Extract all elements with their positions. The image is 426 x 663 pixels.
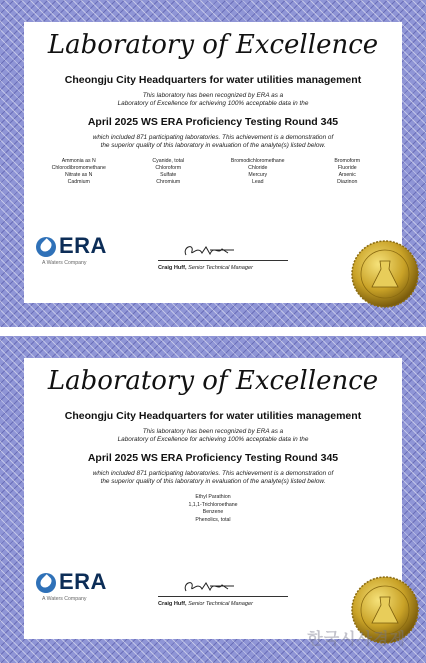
signature-line (158, 260, 288, 261)
watermark: 한국시사경제 (307, 629, 406, 648)
gold-seal-icon (350, 239, 420, 309)
analyte: Mercury (248, 172, 268, 178)
analyte: Ethyl Parathion (195, 494, 231, 500)
analyte: Chloroform (155, 165, 182, 171)
analyte: Chlorodibromomethane (51, 165, 106, 171)
signer-title: Senior Technical Manager (188, 601, 253, 607)
analyte: Lead (251, 179, 264, 185)
certificate-paper (24, 358, 402, 639)
signature-block (158, 241, 288, 271)
analyte: Arsenic (338, 172, 356, 178)
analyte: Nitrate as N (65, 172, 93, 178)
desc-line-1: which included 871 participating laboratories. This achievement is a demonstration of (92, 470, 334, 477)
description-text (24, 134, 402, 150)
signature-icon (180, 241, 240, 261)
desc-line-2: the superior quality of this laboratory in evaluation of the analyte(s) listed below. (100, 142, 326, 149)
intro-line-1: This laboratory has been recognized by ERA as a (142, 92, 284, 99)
analyte-list (24, 494, 402, 524)
desc-line-1: which included 871 participating laboratories. This achievement is a demonstration of (92, 134, 334, 141)
analyte: Cyanide, total (152, 158, 185, 164)
logo-tagline: A Waters Company (42, 596, 87, 602)
signer-name: Craig Huff, (158, 601, 187, 607)
drop-icon (36, 237, 56, 257)
certificate-title: Laboratory of Excellence (47, 30, 379, 60)
logo-text: ERA (59, 233, 107, 258)
drop-icon (36, 573, 56, 593)
signer (158, 601, 288, 607)
organization-name: Cheongju City Headquarters for water utilities management (64, 74, 362, 86)
certificate-1 (0, 0, 426, 327)
signer-title: Senior Technical Manager (188, 265, 253, 271)
analyte-grid (34, 158, 392, 185)
intro-text (24, 92, 402, 108)
signer-name: Craig Huff, (158, 265, 187, 271)
era-logo (36, 569, 126, 603)
analyte: Chloride (248, 165, 268, 171)
desc-line-2: the superior quality of this laboratory in evaluation of the analyte(s) listed below. (100, 478, 326, 485)
proficiency-round: April 2025 WS ERA Proficiency Testing Round 345 (87, 116, 339, 128)
signer (158, 265, 288, 271)
analyte: Ammonia as N (61, 158, 96, 164)
intro-line-2: Laboratory of Excellence for achieving 100% acceptable data in the (117, 436, 309, 443)
intro-line-2: Laboratory of Excellence for achieving 100% acceptable data in the (117, 100, 309, 107)
analyte: 1,1,1-Trichloroethane (188, 501, 238, 508)
analyte: Diazinon (337, 179, 358, 185)
analyte: Cadmium (67, 179, 90, 185)
analyte: Bromodichloromethane (230, 158, 285, 164)
analyte: Phenolics, total (195, 516, 231, 523)
description-text (24, 470, 402, 486)
organization-name: Cheongju City Headquarters for water utilities management (64, 410, 362, 422)
proficiency-round: April 2025 WS ERA Proficiency Testing Round 345 (87, 452, 339, 464)
analyte: Bromoform (334, 158, 361, 164)
signature-line (158, 596, 288, 597)
analyte: Sulfate (160, 172, 177, 178)
logo-tagline: A Waters Company (42, 260, 87, 266)
intro-text (24, 428, 402, 444)
era-logo (36, 233, 126, 267)
analyte: Benzene (202, 509, 224, 516)
certificate-title: Laboratory of Excellence (47, 366, 379, 396)
certificate-2 (0, 336, 426, 663)
logo-text: ERA (59, 569, 107, 594)
analyte: Fluoride (337, 165, 357, 171)
signature-icon (180, 577, 240, 597)
analyte: Chromium (156, 179, 181, 185)
certificate-paper (24, 22, 402, 303)
signature-block (158, 577, 288, 607)
intro-line-1: This laboratory has been recognized by ERA as a (142, 428, 284, 435)
